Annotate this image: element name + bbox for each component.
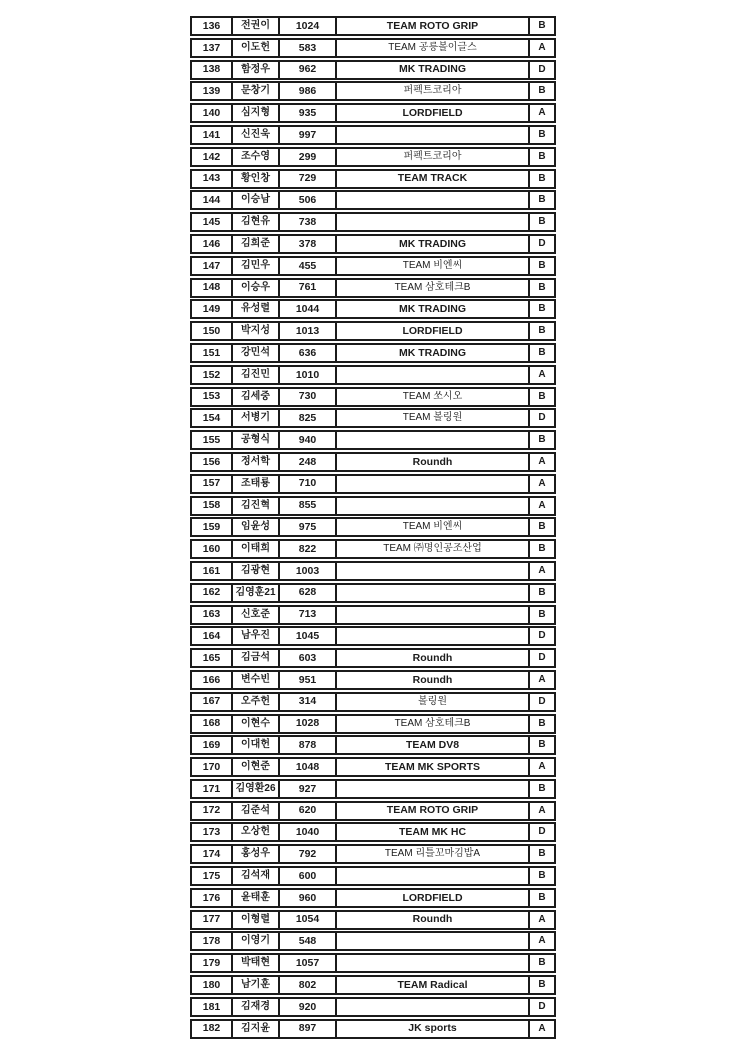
rank-cell: 158 <box>192 498 233 514</box>
bib-number-cell: 378 <box>280 236 337 252</box>
table-row <box>190 60 556 80</box>
rank-cell: 147 <box>192 258 233 274</box>
player-name-cell: 김석재 <box>233 868 280 884</box>
team-name-cell <box>337 781 530 797</box>
table-row <box>190 714 556 734</box>
team-name-cell <box>337 127 530 143</box>
bib-number-cell: 940 <box>280 432 337 448</box>
table-row <box>190 975 556 995</box>
bib-number-cell: 997 <box>280 127 337 143</box>
rank-cell: 151 <box>192 345 233 361</box>
team-name-cell: TEAM 비엔씨 <box>337 519 530 535</box>
rank-cell: 152 <box>192 367 233 383</box>
player-name-cell: 유성렬 <box>233 301 280 317</box>
bib-number-cell: 506 <box>280 192 337 208</box>
rank-cell: 153 <box>192 389 233 405</box>
player-name-cell: 이현준 <box>233 759 280 775</box>
rank-cell: 148 <box>192 280 233 296</box>
bib-number-cell: 299 <box>280 149 337 165</box>
team-name-cell: Roundh <box>337 650 530 666</box>
team-name-cell: TEAM ROTO GRIP <box>337 18 530 34</box>
rank-cell: 141 <box>192 127 233 143</box>
team-name-cell: 퍼펙트코리아 <box>337 149 530 165</box>
table-row <box>190 822 556 842</box>
grade-cell: A <box>538 564 546 576</box>
team-name-cell <box>337 432 530 448</box>
team-name-cell <box>337 955 530 971</box>
team-name-cell: 퍼펙트코리아 <box>337 83 530 99</box>
team-name-cell: TEAM 쏘시오 <box>337 389 530 405</box>
bib-number-cell: 855 <box>280 498 337 514</box>
grade-cell: B <box>538 85 546 97</box>
table-row <box>190 496 556 516</box>
bib-number-cell: 822 <box>280 541 337 557</box>
bib-number-cell: 548 <box>280 933 337 949</box>
bib-number-cell: 730 <box>280 389 337 405</box>
bib-number-cell: 600 <box>280 868 337 884</box>
bib-number-cell: 1024 <box>280 18 337 34</box>
rank-cell: 161 <box>192 563 233 579</box>
rank-cell: 169 <box>192 737 233 753</box>
bib-number-cell: 1040 <box>280 824 337 840</box>
rank-cell: 175 <box>192 868 233 884</box>
table-row <box>190 103 556 123</box>
player-name-cell: 조수영 <box>233 149 280 165</box>
player-name-cell: 김희준 <box>233 236 280 252</box>
grade-cell: A <box>538 368 546 380</box>
team-name-cell <box>337 476 530 492</box>
player-name-cell: 김금석 <box>233 650 280 666</box>
bib-number-cell: 1003 <box>280 563 337 579</box>
rank-cell: 165 <box>192 650 233 666</box>
player-name-cell: 김재경 <box>233 999 280 1015</box>
player-name-cell: 오주헌 <box>233 694 280 710</box>
grade-cell: D <box>538 412 546 424</box>
table-row <box>190 190 556 210</box>
player-name-cell: 변수빈 <box>233 672 280 688</box>
table-row <box>190 387 556 407</box>
team-name-cell: TEAM 비엔씨 <box>337 258 530 274</box>
rank-cell: 156 <box>192 454 233 470</box>
grade-cell: A <box>538 913 546 925</box>
table-row <box>190 452 556 472</box>
rank-cell: 149 <box>192 301 233 317</box>
team-name-cell: 볼링원 <box>337 694 530 710</box>
player-name-cell: 김준석 <box>233 803 280 819</box>
grade-cell: A <box>538 761 546 773</box>
table-row <box>190 147 556 167</box>
grade-cell: B <box>538 782 546 794</box>
grade-cell: B <box>538 434 546 446</box>
bib-number-cell: 248 <box>280 454 337 470</box>
rank-cell: 164 <box>192 628 233 644</box>
grade-cell: B <box>538 172 546 184</box>
player-name-cell: 윤태훈 <box>233 890 280 906</box>
bib-number-cell: 1054 <box>280 912 337 928</box>
player-name-cell: 김광현 <box>233 563 280 579</box>
team-name-cell <box>337 498 530 514</box>
table-row <box>190 408 556 428</box>
bib-number-cell: 583 <box>280 40 337 56</box>
rank-cell: 170 <box>192 759 233 775</box>
bib-number-cell: 878 <box>280 737 337 753</box>
grade-cell: B <box>538 848 546 860</box>
rank-cell: 173 <box>192 824 233 840</box>
table-row <box>190 953 556 973</box>
player-name-cell: 이영기 <box>233 933 280 949</box>
table-row <box>190 670 556 690</box>
bib-number-cell: 738 <box>280 214 337 230</box>
table-row <box>190 866 556 886</box>
player-name-cell: 전권이 <box>233 18 280 34</box>
rank-cell: 136 <box>192 18 233 34</box>
rank-cell: 139 <box>192 83 233 99</box>
player-name-cell: 김세중 <box>233 389 280 405</box>
grade-cell: B <box>538 128 546 140</box>
team-name-cell <box>337 563 530 579</box>
bib-number-cell: 1045 <box>280 628 337 644</box>
team-name-cell: TEAM 공릉볼이글스 <box>337 40 530 56</box>
rank-cell: 137 <box>192 40 233 56</box>
grade-cell: B <box>538 303 546 315</box>
player-name-cell: 서병기 <box>233 410 280 426</box>
grade-cell: B <box>538 325 546 337</box>
team-name-cell <box>337 628 530 644</box>
table-row <box>190 583 556 603</box>
grade-cell: A <box>538 107 546 119</box>
grade-cell: B <box>538 586 546 598</box>
rank-cell: 157 <box>192 476 233 492</box>
grade-cell: A <box>538 41 546 53</box>
player-name-cell: 박태현 <box>233 955 280 971</box>
grade-cell: A <box>538 1022 546 1034</box>
rank-cell: 167 <box>192 694 233 710</box>
player-name-cell: 남기훈 <box>233 977 280 993</box>
table-row <box>190 844 556 864</box>
bib-number-cell: 962 <box>280 62 337 78</box>
team-name-cell: MK TRADING <box>337 301 530 317</box>
team-name-cell: LORDFIELD <box>337 890 530 906</box>
player-name-cell: 조태룡 <box>233 476 280 492</box>
table-row <box>190 779 556 799</box>
table-row <box>190 801 556 821</box>
table-row <box>190 931 556 951</box>
grade-cell: D <box>538 63 546 75</box>
player-name-cell: 박지성 <box>233 323 280 339</box>
grade-cell: D <box>538 652 546 664</box>
grade-cell: B <box>538 346 546 358</box>
rank-cell: 145 <box>192 214 233 230</box>
rank-cell: 146 <box>192 236 233 252</box>
player-name-cell: 정서학 <box>233 454 280 470</box>
bib-number-cell: 920 <box>280 999 337 1015</box>
team-name-cell: TEAM MK SPORTS <box>337 759 530 775</box>
rank-cell: 150 <box>192 323 233 339</box>
table-row <box>190 626 556 646</box>
bib-number-cell: 1057 <box>280 955 337 971</box>
bib-number-cell: 1048 <box>280 759 337 775</box>
rank-cell: 180 <box>192 977 233 993</box>
table-row <box>190 648 556 668</box>
player-name-cell: 심지형 <box>233 105 280 121</box>
rank-cell: 182 <box>192 1021 233 1037</box>
grade-cell: D <box>538 237 546 249</box>
team-name-cell: TEAM TRACK <box>337 171 530 187</box>
bib-number-cell: 825 <box>280 410 337 426</box>
rank-cell: 154 <box>192 410 233 426</box>
rank-cell: 142 <box>192 149 233 165</box>
bib-number-cell: 975 <box>280 519 337 535</box>
player-name-cell: 이승우 <box>233 280 280 296</box>
player-name-cell: 이도헌 <box>233 40 280 56</box>
grade-cell: A <box>538 455 546 467</box>
table-row <box>190 169 556 189</box>
player-name-cell: 황인창 <box>233 171 280 187</box>
table-row <box>190 757 556 777</box>
bib-number-cell: 455 <box>280 258 337 274</box>
table-row <box>190 692 556 712</box>
table-row <box>190 561 556 581</box>
grade-cell: B <box>538 20 546 31</box>
bib-number-cell: 729 <box>280 171 337 187</box>
grade-cell: A <box>538 477 546 489</box>
bib-number-cell: 636 <box>280 345 337 361</box>
rank-cell: 162 <box>192 585 233 601</box>
table-row <box>190 125 556 145</box>
team-name-cell <box>337 192 530 208</box>
bib-number-cell: 620 <box>280 803 337 819</box>
rank-cell: 168 <box>192 716 233 732</box>
grade-cell: B <box>538 608 546 620</box>
table-row <box>190 517 556 537</box>
grade-cell: B <box>538 739 546 751</box>
player-name-cell: 김영훈21 <box>233 585 280 601</box>
team-name-cell <box>337 933 530 949</box>
grade-cell: B <box>538 194 546 206</box>
grade-cell: A <box>538 935 546 947</box>
grade-cell: B <box>538 390 546 402</box>
bib-number-cell: 935 <box>280 105 337 121</box>
participant-score-table <box>190 16 556 1039</box>
rank-cell: 138 <box>192 62 233 78</box>
table-row <box>190 299 556 319</box>
team-name-cell: MK TRADING <box>337 62 530 78</box>
bib-number-cell: 1028 <box>280 716 337 732</box>
team-name-cell: TEAM ROTO GRIP <box>337 803 530 819</box>
table-row <box>190 605 556 625</box>
team-name-cell: TEAM DV8 <box>337 737 530 753</box>
bib-number-cell: 1010 <box>280 367 337 383</box>
team-name-cell: TEAM ㈜명인공조산업 <box>337 541 530 557</box>
player-name-cell: 김민우 <box>233 258 280 274</box>
player-name-cell: 이현수 <box>233 716 280 732</box>
bib-number-cell: 1013 <box>280 323 337 339</box>
bib-number-cell: 713 <box>280 607 337 623</box>
team-name-cell <box>337 585 530 601</box>
table-row <box>190 365 556 385</box>
rank-cell: 160 <box>192 541 233 557</box>
table-row <box>190 997 556 1017</box>
grade-cell: B <box>538 281 546 293</box>
grade-cell: B <box>538 259 546 271</box>
table-row <box>190 278 556 298</box>
player-name-cell: 함정우 <box>233 62 280 78</box>
team-name-cell: TEAM Radical <box>337 977 530 993</box>
grade-cell: B <box>538 216 546 228</box>
bib-number-cell: 628 <box>280 585 337 601</box>
table-row <box>190 234 556 254</box>
bib-number-cell: 314 <box>280 694 337 710</box>
bib-number-cell: 1044 <box>280 301 337 317</box>
team-name-cell: TEAM 삼호테크B <box>337 280 530 296</box>
grade-cell: A <box>538 499 546 511</box>
player-name-cell: 남우진 <box>233 628 280 644</box>
grade-cell: A <box>538 673 546 685</box>
player-name-cell: 신진욱 <box>233 127 280 143</box>
rank-cell: 171 <box>192 781 233 797</box>
rank-cell: 172 <box>192 803 233 819</box>
team-name-cell: Roundh <box>337 672 530 688</box>
table-row <box>190 888 556 908</box>
team-name-cell: Roundh <box>337 912 530 928</box>
rank-cell: 174 <box>192 846 233 862</box>
rank-cell: 159 <box>192 519 233 535</box>
player-name-cell: 이대헌 <box>233 737 280 753</box>
team-name-cell <box>337 214 530 230</box>
rank-cell: 166 <box>192 672 233 688</box>
team-name-cell: LORDFIELD <box>337 105 530 121</box>
table-row <box>190 321 556 341</box>
grade-cell: B <box>538 957 546 969</box>
grade-cell: D <box>538 695 546 707</box>
team-name-cell: MK TRADING <box>337 236 530 252</box>
rank-cell: 181 <box>192 999 233 1015</box>
rank-cell: 143 <box>192 171 233 187</box>
bib-number-cell: 603 <box>280 650 337 666</box>
table-row <box>190 343 556 363</box>
grade-cell: B <box>538 717 546 729</box>
table-row <box>190 910 556 930</box>
bib-number-cell: 960 <box>280 890 337 906</box>
bib-number-cell: 802 <box>280 977 337 993</box>
player-name-cell: 공형식 <box>233 432 280 448</box>
player-name-cell: 신호준 <box>233 607 280 623</box>
team-name-cell: MK TRADING <box>337 345 530 361</box>
player-name-cell: 임윤성 <box>233 519 280 535</box>
grade-cell: B <box>538 150 546 162</box>
grade-cell: A <box>538 804 546 816</box>
rank-cell: 177 <box>192 912 233 928</box>
table-row <box>190 1019 556 1039</box>
bib-number-cell: 710 <box>280 476 337 492</box>
grade-cell: B <box>538 543 546 555</box>
bib-number-cell: 897 <box>280 1021 337 1037</box>
table-row <box>190 38 556 58</box>
player-name-cell: 김진민 <box>233 367 280 383</box>
rank-cell: 155 <box>192 432 233 448</box>
bib-number-cell: 951 <box>280 672 337 688</box>
player-name-cell: 김진혁 <box>233 498 280 514</box>
rank-cell: 179 <box>192 955 233 971</box>
team-name-cell: LORDFIELD <box>337 323 530 339</box>
grade-cell: B <box>538 870 546 882</box>
player-name-cell: 김영환26 <box>233 781 280 797</box>
table-row <box>190 474 556 494</box>
rank-cell: 140 <box>192 105 233 121</box>
team-name-cell: Roundh <box>337 454 530 470</box>
rank-cell: 144 <box>192 192 233 208</box>
team-name-cell <box>337 607 530 623</box>
rank-cell: 178 <box>192 933 233 949</box>
team-name-cell: TEAM 볼링원 <box>337 410 530 426</box>
player-name-cell: 홍성우 <box>233 846 280 862</box>
grade-cell: D <box>538 630 546 642</box>
table-row <box>190 430 556 450</box>
bib-number-cell: 761 <box>280 280 337 296</box>
grade-cell: B <box>538 979 546 991</box>
team-name-cell: TEAM MK HC <box>337 824 530 840</box>
bib-number-cell: 927 <box>280 781 337 797</box>
player-name-cell: 이형렬 <box>233 912 280 928</box>
table-row <box>190 16 556 36</box>
team-name-cell: TEAM 삼호테크B <box>337 716 530 732</box>
player-name-cell: 문창기 <box>233 83 280 99</box>
rank-cell: 176 <box>192 890 233 906</box>
team-name-cell: TEAM 리틀꼬마김밥A <box>337 846 530 862</box>
grade-cell: B <box>538 521 546 533</box>
team-name-cell <box>337 999 530 1015</box>
player-name-cell: 이승남 <box>233 192 280 208</box>
bib-number-cell: 986 <box>280 83 337 99</box>
table-row <box>190 735 556 755</box>
player-name-cell: 오상헌 <box>233 824 280 840</box>
player-name-cell: 김현유 <box>233 214 280 230</box>
player-name-cell: 이태희 <box>233 541 280 557</box>
player-name-cell: 강민석 <box>233 345 280 361</box>
grade-cell: B <box>538 891 546 903</box>
table-row <box>190 256 556 276</box>
rank-cell: 163 <box>192 607 233 623</box>
table-row <box>190 81 556 101</box>
grade-cell: D <box>538 826 546 838</box>
team-name-cell <box>337 367 530 383</box>
table-row <box>190 539 556 559</box>
team-name-cell: JK sports <box>337 1021 530 1037</box>
grade-cell: D <box>538 1000 546 1012</box>
bib-number-cell: 792 <box>280 846 337 862</box>
player-name-cell: 김지윤 <box>233 1021 280 1037</box>
team-name-cell <box>337 868 530 884</box>
table-row <box>190 212 556 232</box>
